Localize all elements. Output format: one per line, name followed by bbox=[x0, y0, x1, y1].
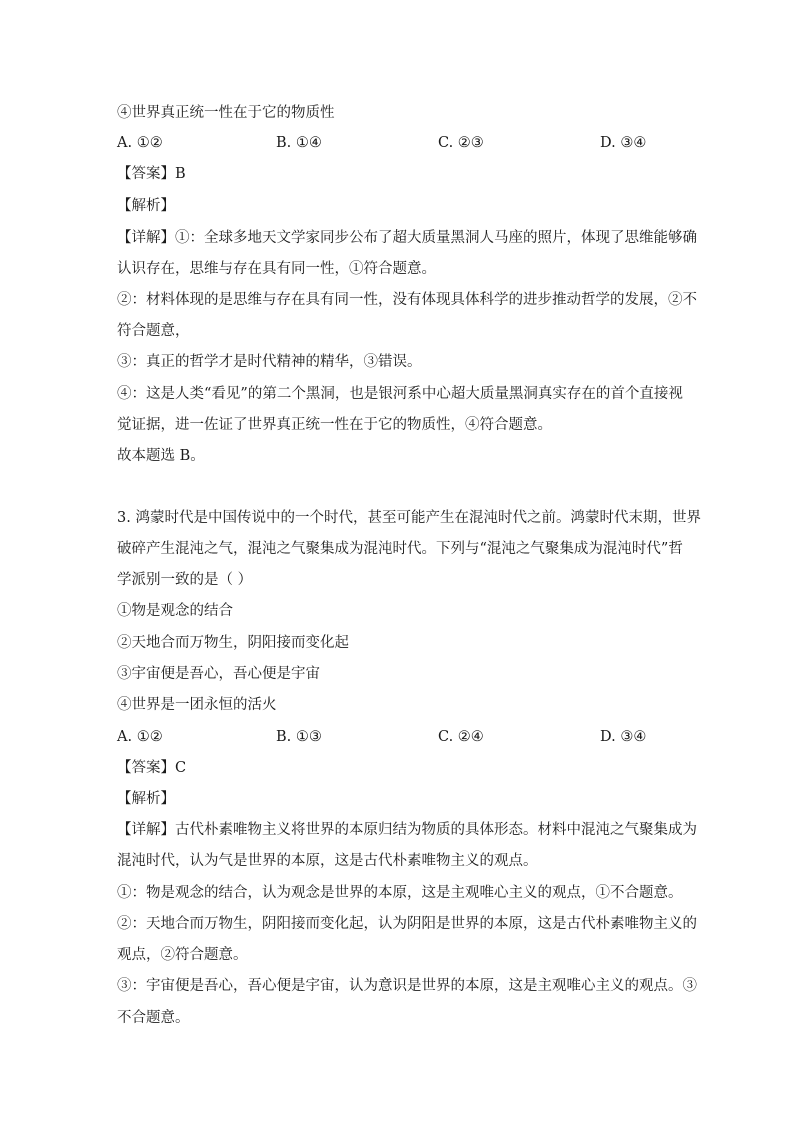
q3-stem-line: 破碎产生混沌之气，混沌之气聚集成为混沌时代。下列与“混沌之气聚集成为混沌时代”哲 bbox=[117, 541, 683, 557]
q3-option-a: A. ①② bbox=[117, 729, 163, 745]
q3-statement-1: ①物是观念的结合 bbox=[117, 603, 233, 619]
q3-analysis-tag: 【解析】 bbox=[117, 791, 175, 807]
detail-text: 古代朴素唯物主义将世界的本原归结为物质的具体形态。材料中混沌之气聚集成为 bbox=[175, 822, 697, 838]
q2-option-b: B. ①④ bbox=[276, 135, 322, 151]
detail-tag: 【详解】 bbox=[117, 230, 175, 246]
q3-detail-line: ②：天地合而万物生，阴阳接而变化起，认为阴阳是世界的本原，这是古代朴素唯物主义的 bbox=[117, 916, 697, 932]
q2-option-c: C. ②③ bbox=[438, 135, 484, 151]
q3-detail-line: 不合题意。 bbox=[117, 1010, 190, 1026]
q3-option-c: C. ②④ bbox=[438, 729, 484, 745]
q2-detail-line: ③：真正的哲学才是时代精神的精华，③错误。 bbox=[117, 354, 422, 370]
q3-option-b: B. ①③ bbox=[276, 729, 322, 745]
q2-option-a: A. ①② bbox=[117, 135, 163, 151]
q2-analysis-tag: 【解析】 bbox=[117, 198, 175, 214]
q3-answer bbox=[117, 758, 687, 778]
q2-option-d: D. ③④ bbox=[600, 135, 647, 151]
q2-statement-4: ④世界真正统一性在于它的物质性 bbox=[117, 105, 335, 121]
answer-value: B bbox=[175, 166, 186, 182]
q2-detail-line bbox=[117, 228, 697, 248]
q2-answer bbox=[117, 164, 687, 184]
q3-detail-line: ③：宇宙便是吾心，吾心便是宇宙，认为意识是世界的本原，这是主观唯心主义的观点。③ bbox=[117, 978, 697, 994]
q3-detail-line: 混沌时代，认为气是世界的本原，这是古代朴素唯物主义的观点。 bbox=[117, 853, 538, 869]
q2-detail-line: 认识存在，思维与存在具有同一性，①符合题意。 bbox=[117, 261, 436, 277]
q2-detail-line: ④：这是人类“看见”的第二个黑洞，也是银河系中心超大质量黑洞真实存在的首个直接视 bbox=[117, 386, 683, 402]
q2-detail-line: 觉证据，进一佐证了世界真正统一性在于它的物质性，④符合题意。 bbox=[117, 417, 552, 433]
q3-detail-line: ①：物是观念的结合，认为观念是世界的本原，这是主观唯心主义的观点，①不合题意。 bbox=[117, 885, 683, 901]
q3-detail-line bbox=[117, 820, 697, 840]
q3-detail-line: 观点，②符合题意。 bbox=[117, 947, 248, 963]
answer-value: C bbox=[175, 760, 187, 776]
q2-detail-line: 符合题意， bbox=[117, 323, 190, 339]
q2-conclusion: 故本题选 B。 bbox=[117, 448, 205, 464]
answer-tag: 【答案】 bbox=[117, 760, 175, 776]
q3-statement-2: ②天地合而万物生，阴阳接而变化起 bbox=[117, 635, 349, 651]
answer-tag: 【答案】 bbox=[117, 166, 175, 182]
q2-detail-line: ②：材料体现的是思维与存在具有同一性，没有体现具体科学的进步推动哲学的发展，②不 bbox=[117, 292, 697, 308]
q3-statement-4: ④世界是一团永恒的活火 bbox=[117, 697, 277, 713]
q3-option-d: D. ③④ bbox=[600, 729, 647, 745]
detail-tag: 【详解】 bbox=[117, 822, 175, 838]
q3-stem-line: 学派别一致的是（ ） bbox=[117, 572, 253, 588]
detail-text: ①：全球多地天文学家同步公布了超大质量黑洞人马座的照片，体现了思维能够确 bbox=[175, 230, 697, 246]
q3-stem-line: 3. 鸿蒙时代是中国传说中的一个时代，甚至可能产生在混沌时代之前。鸿蒙时代末期，世界 bbox=[117, 510, 701, 526]
q3-statement-3: ③宇宙便是吾心，吾心便是宇宙 bbox=[117, 666, 320, 682]
